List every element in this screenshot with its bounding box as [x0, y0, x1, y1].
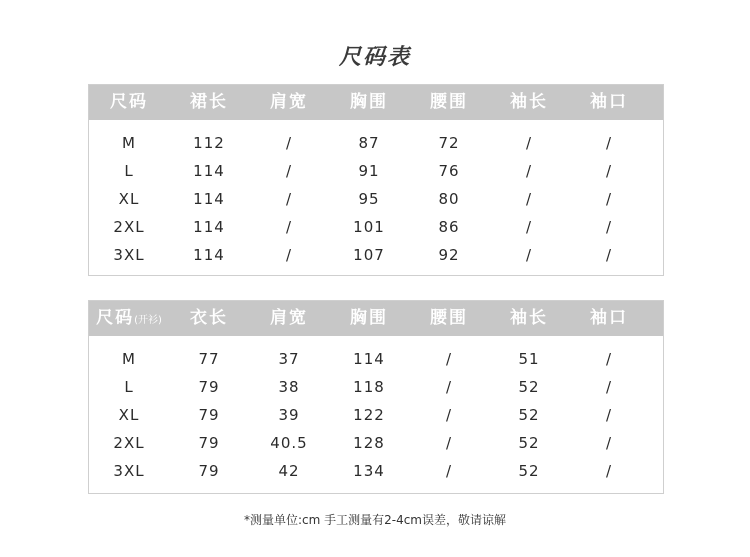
measurement-cell: /	[525, 190, 533, 208]
header-bust: 胸围	[350, 308, 388, 328]
header-sleeve-length: 袖长	[510, 92, 548, 112]
table-row	[89, 157, 663, 185]
measurement-cell: /	[525, 246, 533, 264]
measurement-cell: 80	[438, 190, 460, 208]
measurement-cell: /	[445, 462, 453, 480]
measurement-cell: 79	[198, 378, 220, 396]
measurement-cell: 87	[358, 134, 380, 152]
measurement-cell: 76	[438, 162, 460, 180]
measurement-cell: 114	[193, 162, 225, 180]
table-row	[89, 401, 663, 429]
measurement-cell: 118	[353, 378, 385, 396]
measurement-cell: 122	[353, 406, 385, 424]
measurement-cell: 79	[198, 406, 220, 424]
measurement-cell: /	[445, 350, 453, 368]
header-bust: 胸围	[350, 92, 388, 112]
measurement-cell: 114	[193, 218, 225, 236]
table-header	[89, 301, 663, 336]
size-label-cell: 2XL	[113, 434, 145, 452]
measurement-cell: /	[605, 350, 613, 368]
measurement-cell: /	[285, 134, 293, 152]
measurement-cell: /	[285, 218, 293, 236]
size-label-cell: M	[122, 350, 136, 368]
measurement-cell: /	[285, 246, 293, 264]
measurement-cell: 38	[278, 378, 300, 396]
measurement-cell: 39	[278, 406, 300, 424]
table-row	[89, 241, 663, 269]
measurement-cell: 101	[353, 218, 385, 236]
measurement-cell: 77	[198, 350, 220, 368]
table-row	[89, 185, 663, 213]
size-label-cell: L	[124, 378, 134, 396]
measurement-cell: 114	[193, 190, 225, 208]
measurement-cell: /	[605, 406, 613, 424]
table-row	[89, 213, 663, 241]
table-body	[89, 345, 663, 485]
measurement-cell: /	[445, 434, 453, 452]
size-label-cell: M	[122, 134, 136, 152]
measurement-cell: /	[605, 462, 613, 480]
measurement-cell: 114	[353, 350, 385, 368]
header-cuff: 袖口	[590, 92, 628, 112]
size-label-cell: 2XL	[113, 218, 145, 236]
measurement-cell: 72	[438, 134, 460, 152]
measurement-cell: /	[525, 134, 533, 152]
header-shoulder: 肩宽	[270, 92, 308, 112]
measurement-note: *测量单位:cm 手工测量有2-4cm误差，敬请谅解	[243, 513, 507, 527]
measurement-cell: 86	[438, 218, 460, 236]
header-size-label: 尺码	[96, 308, 135, 328]
measurement-cell: 79	[198, 434, 220, 452]
measurement-cell: 52	[518, 406, 540, 424]
header-shoulder: 肩宽	[270, 308, 308, 328]
table-header	[89, 85, 663, 120]
measurement-cell: 134	[353, 462, 385, 480]
measurement-cell: 51	[518, 350, 540, 368]
measurement-cell: 95	[358, 190, 380, 208]
measurement-cell: /	[605, 378, 613, 396]
page-title: 尺码表	[338, 45, 411, 70]
measurement-cell: 79	[198, 462, 220, 480]
table-row	[89, 429, 663, 457]
measurement-cell: /	[285, 162, 293, 180]
size-label-cell: 3XL	[113, 246, 145, 264]
size-label-cell: 3XL	[113, 462, 145, 480]
dress-size-table	[88, 84, 664, 276]
measurement-cell: 37	[278, 350, 300, 368]
measurement-cell: 40.5	[270, 434, 308, 452]
header-size	[89, 301, 169, 336]
header-dress-length: 裙长	[190, 92, 228, 112]
header-size: 尺码	[110, 92, 148, 112]
measurement-cell: 107	[353, 246, 385, 264]
measurement-cell: 91	[358, 162, 380, 180]
measurement-cell: 52	[518, 434, 540, 452]
measurement-cell: 112	[193, 134, 225, 152]
table-row	[89, 373, 663, 401]
header-cuff: 袖口	[590, 308, 628, 328]
measurement-cell: /	[445, 378, 453, 396]
measurement-cell: 52	[518, 462, 540, 480]
size-label-cell: L	[124, 162, 134, 180]
measurement-cell: /	[605, 134, 613, 152]
measurement-cell: 128	[353, 434, 385, 452]
measurement-cell: 92	[438, 246, 460, 264]
table-body	[89, 129, 663, 269]
header-waist: 腰围	[430, 92, 468, 112]
measurement-cell: /	[525, 218, 533, 236]
measurement-cell: /	[605, 218, 613, 236]
header-size-note: (开衫)	[134, 315, 162, 326]
measurement-cell: 52	[518, 378, 540, 396]
cardigan-size-table	[88, 300, 664, 494]
measurement-cell: /	[605, 246, 613, 264]
table-row	[89, 129, 663, 157]
measurement-cell: 114	[193, 246, 225, 264]
measurement-cell: /	[285, 190, 293, 208]
size-label-cell: XL	[118, 406, 140, 424]
measurement-cell: /	[525, 162, 533, 180]
measurement-cell: /	[445, 406, 453, 424]
measurement-cell: 42	[278, 462, 300, 480]
size-label-cell: XL	[118, 190, 140, 208]
header-sleeve-length: 袖长	[510, 308, 548, 328]
measurement-cell: /	[605, 162, 613, 180]
header-waist: 腰围	[430, 308, 468, 328]
table-row	[89, 457, 663, 485]
measurement-cell: /	[605, 434, 613, 452]
measurement-cell: /	[605, 190, 613, 208]
header-garment-length: 衣长	[190, 308, 228, 328]
table-row	[89, 345, 663, 373]
